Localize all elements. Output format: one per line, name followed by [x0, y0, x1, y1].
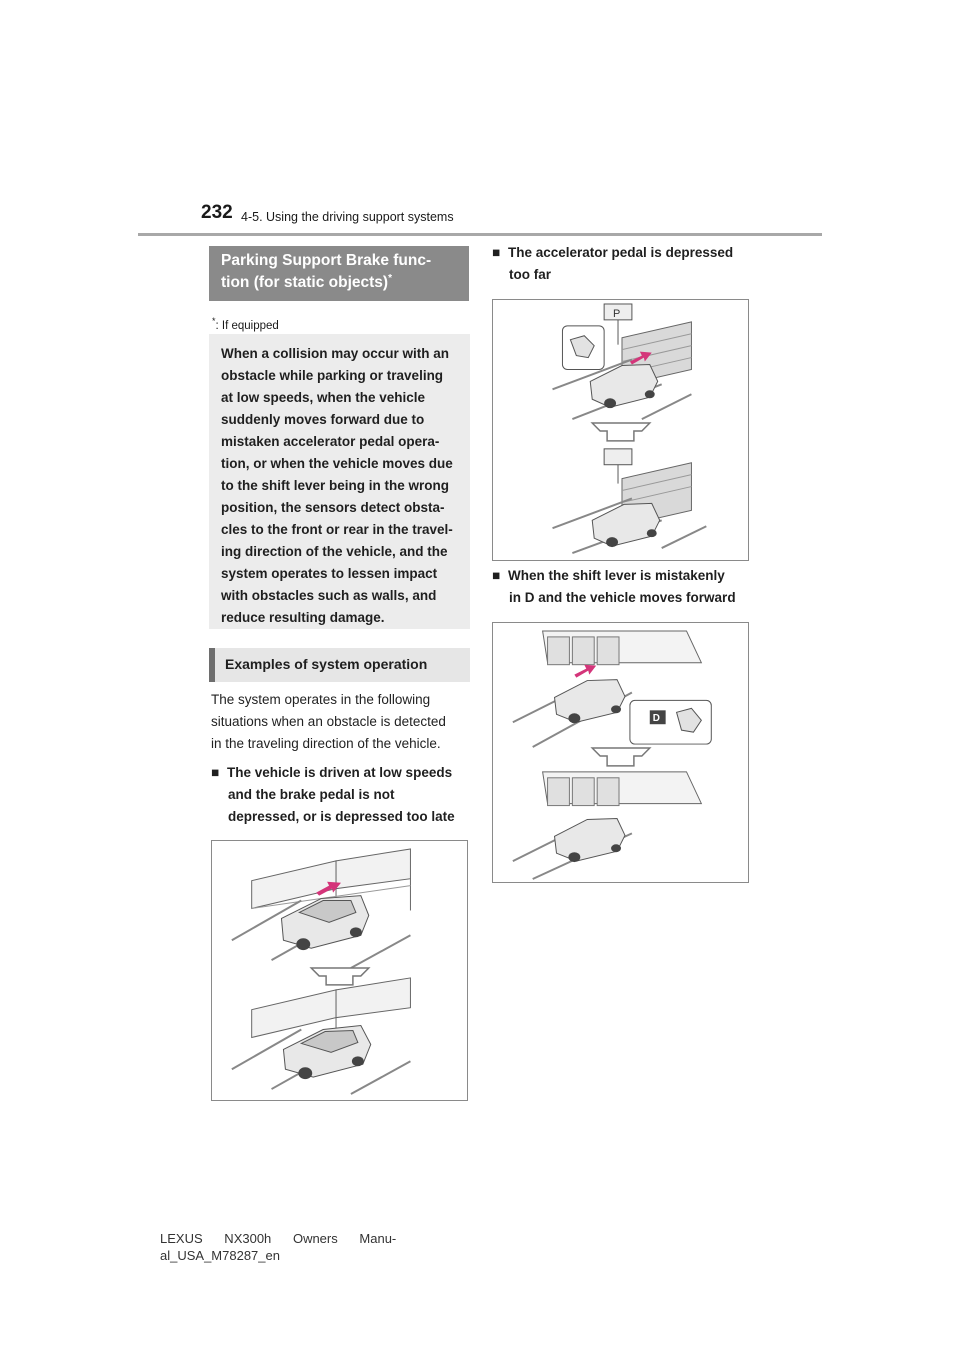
intro-line: reduce resulting damage. — [221, 610, 385, 625]
car-icon — [555, 818, 625, 862]
footer-line-1: LEXUS NX300h Owners Manu- — [160, 1231, 397, 1246]
bullet-accelerator: ■ The accelerator pedal is depressed too far — [492, 242, 762, 286]
intro-line: at low speeds, when the vehicle — [221, 390, 426, 405]
intro-line: obstacle while parking or traveling — [221, 368, 444, 383]
heading-line-2: tion (for static objects)* — [221, 272, 392, 291]
figure-accelerator — [492, 299, 749, 561]
car-icon — [283, 1026, 370, 1080]
bullet-low-speed: ■ The vehicle is driven at low speeds and the brake pedal is not depressed, or is depressed too late — [211, 762, 476, 828]
page-footer — [160, 1230, 396, 1264]
bullet-shift-lever: ■ When the shift lever is mistakenly in D and the vehicle moves forward — [492, 565, 767, 609]
figure-shift-lever — [492, 622, 749, 883]
intro-line: position, the sensors detect obsta- — [221, 500, 445, 515]
para-line: in the traveling direction of the vehicle. — [211, 736, 441, 751]
intro-line: system operates to lessen impact — [221, 566, 438, 581]
car-icon — [555, 680, 625, 724]
motion-arrow-icon — [574, 665, 596, 678]
header-rule — [138, 233, 822, 236]
footer-line-2: al_USA_M78287_en — [160, 1248, 280, 1263]
intro-line: tion, or when the vehicle moves due — [221, 456, 453, 471]
square-bullet-icon: ■ — [492, 568, 501, 583]
para-line: situations when an obstacle is detected — [211, 714, 446, 729]
intro-line: to the shift lever being in the wrong — [221, 478, 450, 493]
storefront-illustration — [493, 623, 748, 882]
intro-line: cles to the front or rear in the travel- — [221, 522, 453, 537]
intro-line: with obstacles such as walls, and — [221, 588, 437, 603]
square-bullet-icon: ■ — [211, 765, 220, 780]
section-heading — [209, 246, 469, 301]
intro-box — [209, 334, 470, 629]
figure-low-speed — [211, 840, 468, 1101]
intro-line: When a collision may occur with an — [221, 346, 450, 361]
heading-line-1: Parking Support Brake func- — [221, 252, 432, 269]
footnote-mark: * — [212, 316, 216, 326]
heading-asterisk: * — [388, 272, 392, 284]
down-arrow-icon — [311, 968, 369, 985]
body-paragraph — [211, 689, 473, 755]
shift-position-letter: D — [652, 713, 660, 725]
parking-sign-letter: P — [613, 307, 621, 320]
page-number: 232 — [201, 202, 233, 223]
down-arrow-icon — [592, 423, 650, 441]
subheading: Examples of system operation — [209, 648, 470, 682]
square-bullet-icon: ■ — [492, 245, 501, 260]
down-arrow-icon — [592, 748, 650, 766]
para-line: The system operates in the following — [211, 692, 431, 707]
intro-line: mistaken accelerator pedal opera- — [221, 434, 440, 449]
intro-line: suddenly moves forward due to — [221, 412, 425, 427]
parking-lot-illustration — [493, 300, 748, 560]
section-title: 4-5. Using the driving support systems — [241, 210, 454, 224]
wall-scene-illustration — [212, 841, 467, 1100]
intro-line: ing direction of the vehicle, and the — [221, 544, 448, 559]
footnote: *: If equipped — [212, 316, 279, 332]
